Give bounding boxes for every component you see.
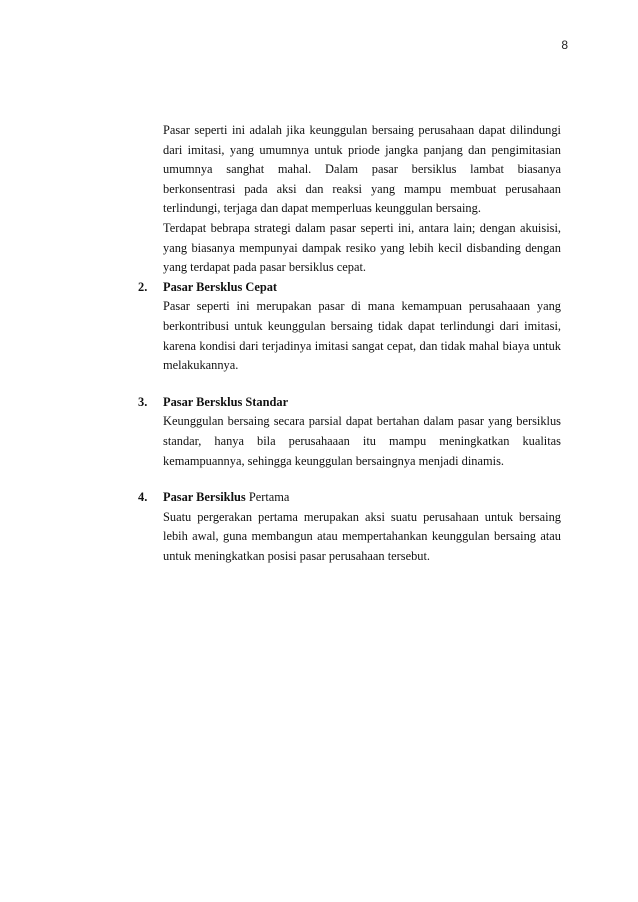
intro-paragraph-1: Pasar seperti ini adalah jika keunggulan bersaing perusahaan dapat dilindungi dari imitasi, yang umumnya untuk priode jangka panjang dan pengimitasian umumnya sanghat mahal. Dalam pasar bersiklus lambat biasanya berkonsentrasi pada aksi dan reaksi yang mampu membuat perusahaan terlindungi, terjaga dan dapat memperluas keunggulan bersaing.	[163, 123, 561, 216]
section-number: 4.	[138, 490, 148, 505]
section-body: Keunggulan bersaing secara parsial dapat bertahan dalam pasar yang bersiklus standar, hanya bila perusahaaan itu mampu meningkatkan kualitas kemampuannya, sehingga keunggulan bersaingnya menjadi dinamis.	[163, 414, 561, 468]
section-body: Pasar seperti ini merupakan pasar di mana kemampuan perusahaaan yang berkontribusi untuk keunggulan bersaing tidak dapat terlindungi dari imitasi, karena kondisi dari terjadinya imitasi sangat cepat, dan tidak mahal biaya untuk melakukannya.	[163, 299, 561, 373]
page-number: 8	[561, 38, 568, 52]
section-title: Pasar Bersklus Cepat	[163, 279, 278, 294]
section-pasar-bersklus-cepat	[138, 278, 561, 376]
section-body: Suatu pergerakan pertama merupakan aksi suatu perusahaan untuk bersaing lebih awal, guna membangun atau mempertahankan keunggulan bersaing atau untuk meningkatkan posisi pasar perusahaan tersebut.	[163, 509, 561, 563]
intro-paragraph-2: Terdapat bebrapa strategi dalam pasar seperti ini, antara lain; dengan akuisisi, yang biasanya mempunyai dampak resiko yang lebih kecil disbanding dengan yang terdapat pada pasar bersiklus cepat.	[163, 220, 561, 275]
section-number: 3.	[138, 394, 148, 409]
section-heading	[138, 488, 561, 508]
section-title: Pasar Bersklus Standar	[163, 394, 289, 409]
document-body	[138, 121, 561, 566]
section-pasar-bersklus-standar	[138, 393, 561, 471]
section-number: 2.	[138, 279, 148, 294]
section-title: Pasar Bersiklus	[163, 490, 246, 505]
section-heading	[138, 278, 561, 298]
section-title-suffix: Pertama	[245, 490, 290, 505]
section-heading	[138, 393, 561, 413]
section-pasar-bersiklus-pertama	[138, 488, 561, 566]
